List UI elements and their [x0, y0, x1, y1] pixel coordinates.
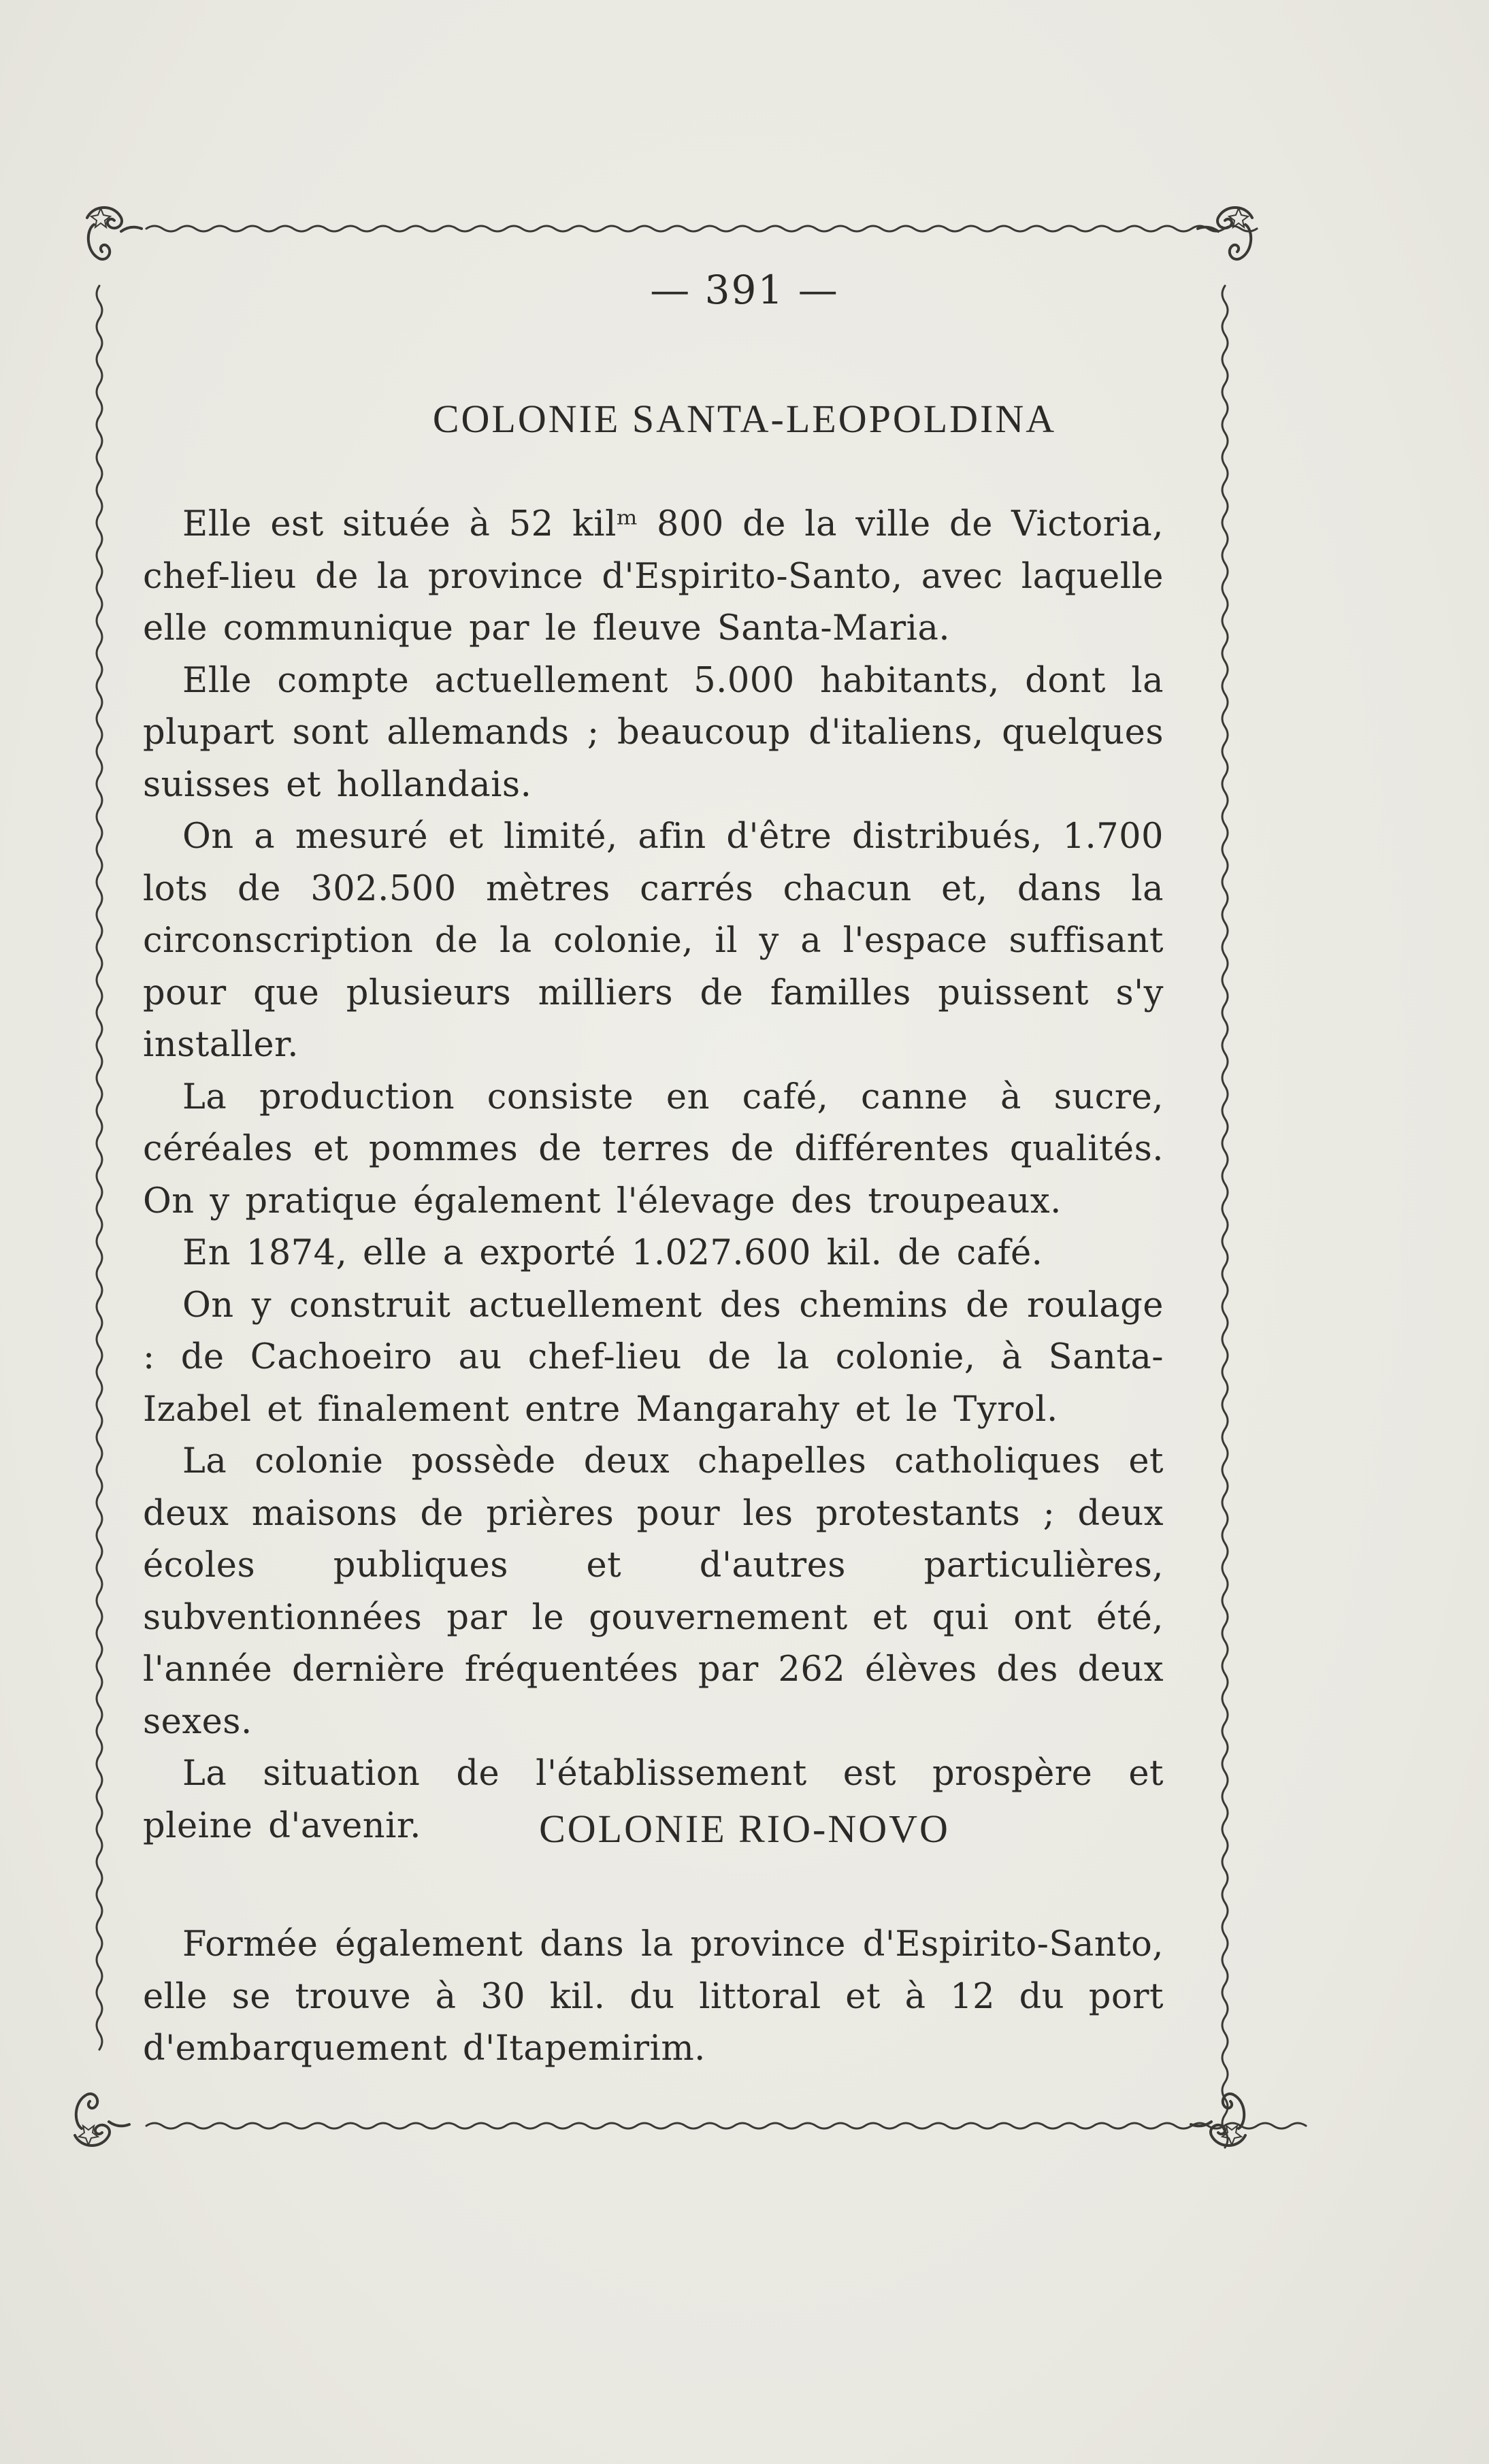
page-number: — 391 — — [650, 267, 839, 313]
paragraph: Elle est située à 52 kilᵐ 800 de la ville de Victoria, chef-lieu de la province d'Espirito-Santo, avec laquelle elle communique par le fleuve Santa-Maria. — [143, 504, 1164, 648]
paragraph: Formée également dans la province d'Espirito-Santo, elle se trouve à 30 kil. du littoral et à 12 du port d'embarquement d'Itapemirim. — [143, 1924, 1164, 2069]
paragraph: Elle compte actuellement 5.000 habitants, dont la plupart sont allemands ; beaucoup d'italiens, quelques suisses et hollandais. — [143, 660, 1164, 805]
paragraph: La situation de l'établissement est prospère et pleine d'avenir. — [143, 1754, 1164, 1846]
paragraph: En 1874, elle a exporté 1.027.600 kil. de café. — [182, 1233, 1043, 1273]
paragraph: On a mesuré et limité, afin d'être distribués, 1.700 lots de 302.500 mètres carrés chacun et, dans la circonscription de la colonie, il y a l'espace suffisant pour que plusieurs milliers de familles puissent s'y installer. — [143, 817, 1164, 1065]
paragraph: La production consiste en café, canne à sucre, céréales et pommes de terres de différentes qualités. On y pratique également l'élevage des troupeaux. — [143, 1077, 1164, 1221]
top-wavy-border — [146, 226, 1257, 231]
corner-ornament-icon — [1198, 208, 1252, 259]
section-title-santa-leopoldina: COLONIE SANTA-LEOPOLDINA — [432, 397, 1057, 441]
paragraph: On y construit actuellement des chemins de roulage : de Cachoeiro au chef-lieu de la colonie, à Santa-Izabel et finalement entre Mangarahy et le Tyrol. — [143, 1285, 1164, 1430]
section-body-rio-novo — [143, 1919, 1164, 2075]
paragraph: La colonie possède deux chapelles catholiques et deux maisons de prières pour les protestants ; deux écoles publiques et d'autres particulières, subventionnées par le gouvernement et qui ont été, l'année dernière fréquentées par 262 élèves des deux sexes. — [143, 1441, 1164, 1742]
section-body-santa-leopoldina — [143, 499, 1164, 1852]
left-wavy-border — [97, 286, 102, 2050]
bottom-wavy-border — [146, 2123, 1306, 2129]
corner-ornament-icon — [87, 208, 142, 259]
section-title-rio-novo: COLONIE RIO-NOVO — [539, 1807, 950, 1851]
corner-ornament-icon — [1191, 2094, 1245, 2146]
corner-ornament-icon — [75, 2094, 129, 2146]
right-wavy-border — [1222, 286, 1228, 2148]
